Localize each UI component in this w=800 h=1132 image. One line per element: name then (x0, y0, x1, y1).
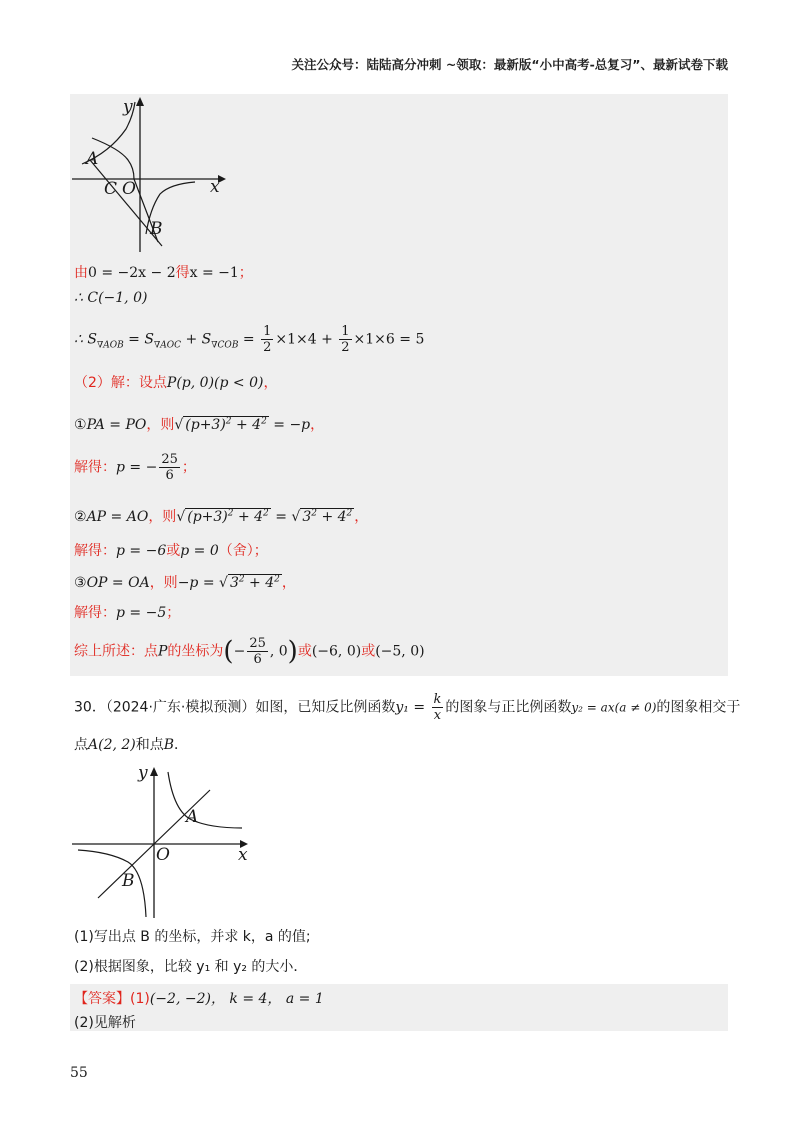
graph1-label-O: O (122, 179, 136, 199)
solution-line-6: 解得：p = − $\frac{25}{6}$ ； (74, 452, 196, 483)
solution-line-3: ∴ $S_{\nabla AOB} = S_{\nabla AOC} + S_{\nabla COB}$ = $\frac{1}{2}$ ×1×4 + $\frac{1}{2}$ ×1×6 = 5 (74, 324, 425, 355)
answer-line-1: 【答案】(1)(−2, −2)， k = 4， a = 1 (74, 991, 324, 1007)
graph2-label-O: O (156, 845, 170, 865)
answer-line-2: (2)见解析 (74, 1015, 136, 1031)
solution-line-1: 由0 = −2x − 2得x = −1； (74, 265, 253, 281)
question-30-part-1: (1)写出点 B 的坐标，并求 k，a 的值; (74, 929, 311, 945)
solution-line-11: 综上所述：点P的坐标为(− $\frac{25}{6}$ , 0)或(−6, 0)或(−5, 0) (74, 636, 425, 667)
solution-line-4: （2）解：设点P(p, 0)(p < 0)， (74, 375, 278, 391)
solution-line-5: ①PA = PO，则√ $(p+3)^2 + 4^2 = -p$， (74, 416, 325, 433)
solution-line-10: 解得：p = −5； (74, 605, 181, 621)
solution-line-7: ②AP = AO，则√ $(p+3)^2 + 4^2$ = √ $3^2 + 4^2$ ， (74, 508, 369, 525)
graph-figure-2 (70, 762, 250, 922)
question-30-part-2: (2)根据图象，比较 y₁ 和 y₂ 的大小． (74, 959, 308, 975)
graph2-label-y: y (138, 763, 148, 783)
graph2-label-B: B (122, 871, 135, 891)
graph1-label-B: B (150, 219, 163, 239)
solution-line-2: ∴ C(−1, 0) (74, 290, 148, 306)
graph2-label-x: x (238, 845, 248, 865)
question-30-line-1: 30．（2024·广东·模拟预测）如图，已知反比例函数y₁ = $\frac{k}{x}$ 的图象与正比例函数y₂ = ax(a ≠ 0)的图象相交于 (74, 692, 741, 723)
question-30-line-2: 点A(2, 2)和点B． (74, 737, 189, 753)
graph-figure-1 (70, 94, 230, 254)
page-number: 55 (70, 1065, 88, 1081)
solution-line-8: 解得：p = −6或p = 0（舍）； (74, 543, 268, 559)
page-header: 关注公众号：陆陆高分冲刺 ~领取：最新版“小中高考-总复习”、最新试卷下载 (291, 57, 728, 72)
graph2-label-A: A (186, 807, 199, 827)
graph1-label-x: x (210, 177, 220, 197)
graph1-label-C: C (104, 179, 118, 199)
graph1-label-y: y (123, 97, 133, 117)
graph1-label-A: A (86, 149, 99, 169)
solution-line-9: ③OP = OA，则−p = √ $3^2 + 4^2$ ， (74, 574, 296, 591)
